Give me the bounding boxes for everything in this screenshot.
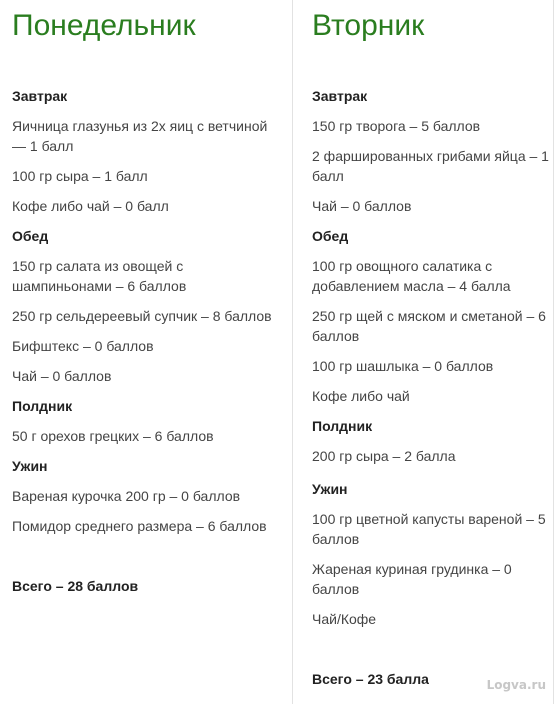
day-column-monday [0, 0, 272, 704]
meal-heading-snack: Полдник [312, 418, 373, 434]
meal-heading-dinner: Ужин [312, 481, 348, 497]
menu-item: Чай – 0 баллов [312, 198, 412, 214]
menu-item: 50 г орехов грецких – 6 баллов [12, 428, 214, 444]
menu-item: 2 фаршированных грибами яйца – 1 балл [312, 148, 549, 184]
menu-item: 250 гр сельдереевый супчик – 8 баллов [12, 308, 272, 324]
menu-item: Бифштекс – 0 баллов [12, 338, 154, 354]
meal-heading-lunch: Обед [312, 228, 349, 244]
day-title: Вторник [312, 9, 425, 42]
menu-item: 150 гр творога – 5 баллов [312, 118, 481, 134]
meal-heading-breakfast: Завтрак [312, 88, 368, 104]
menu-item: 250 гр щей с мяском и сметаной – 6 баллов [312, 308, 546, 344]
meal-heading-dinner: Ужин [12, 458, 48, 474]
menu-item: 150 гр салата из овощей с шампиньонами – 6 баллов [12, 258, 187, 294]
menu-item: Чай – 0 баллов [12, 368, 112, 384]
menu-item: Вареная курочка 200 гр – 0 баллов [12, 488, 241, 504]
menu-item: 100 гр овощного салатика с добавлением масла – 4 балла [312, 258, 511, 294]
column-divider [292, 0, 293, 704]
day-column-tuesday [300, 0, 549, 704]
day-title: Понедельник [12, 9, 196, 42]
menu-item: Чай/Кофе [312, 611, 377, 627]
menu-item: Жареная куриная грудинка – 0 баллов [312, 561, 512, 597]
menu-item: Помидор среднего размера – 6 баллов [12, 518, 267, 534]
meal-heading-breakfast: Завтрак [12, 88, 68, 104]
meal-heading-snack: Полдник [12, 398, 73, 414]
day-total: Всего – 23 балла [312, 671, 429, 687]
menu-item: 100 гр шашлыка – 0 баллов [312, 358, 494, 374]
menu-item: 200 гр сыра – 2 балла [312, 448, 456, 464]
watermark: Logva.ru [486, 678, 546, 692]
menu-item: 100 гр цветной капусты вареной – 5 баллов [312, 511, 546, 547]
menu-item: Кофе либо чай [312, 388, 410, 404]
menu-item: Яичница глазунья из 2х яиц с ветчиной — 1 балл [12, 118, 268, 154]
day-total: Всего – 28 баллов [12, 578, 139, 594]
menu-item: Кофе либо чай – 0 балл [12, 198, 169, 214]
meal-heading-lunch: Обед [12, 228, 49, 244]
menu-item: 100 гр сыра – 1 балл [12, 168, 148, 184]
